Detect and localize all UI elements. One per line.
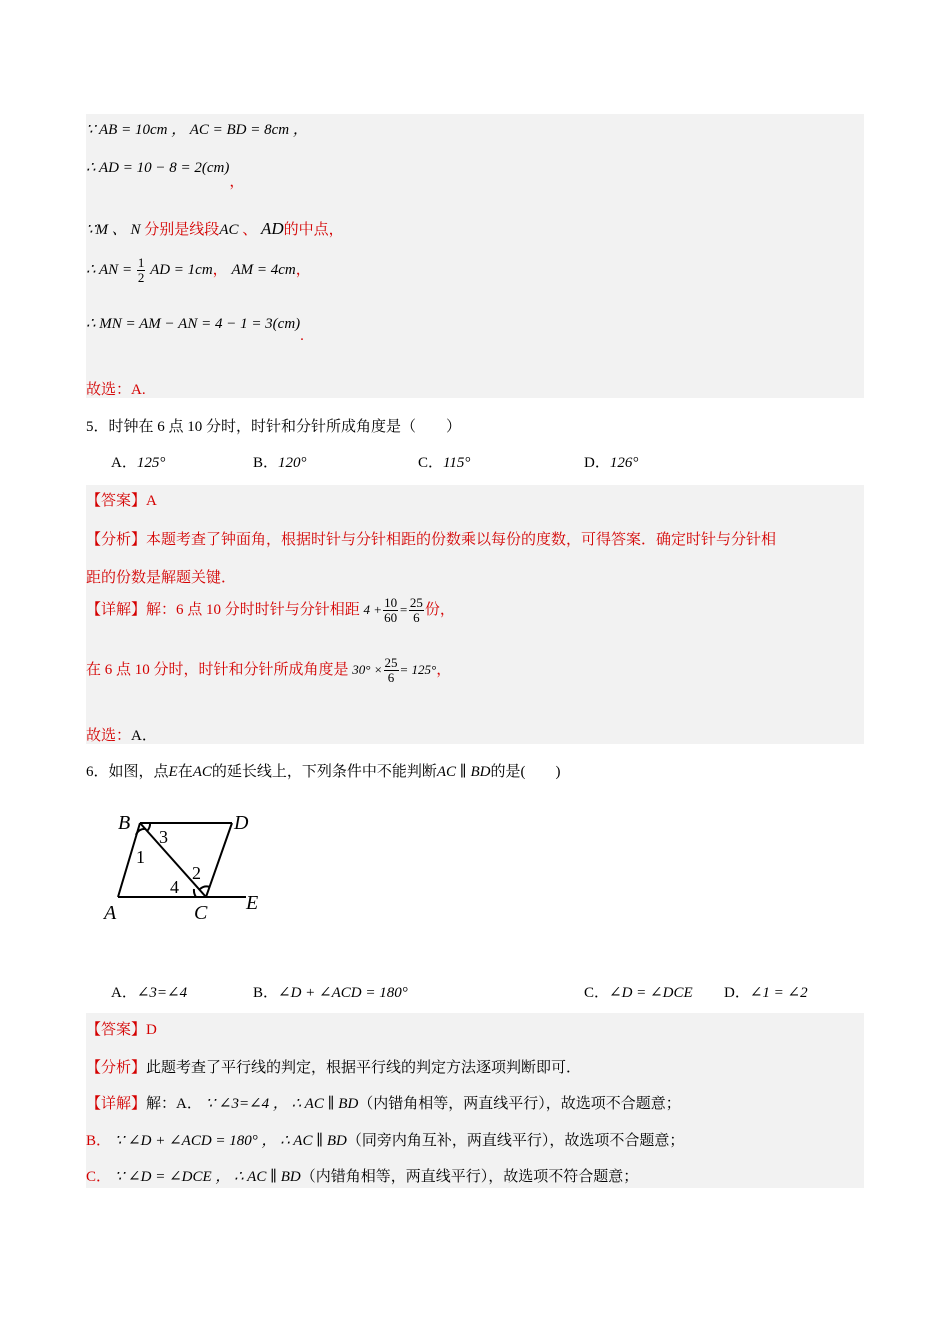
fraction-10-60: $\frac{10}{60}$ <box>384 595 398 625</box>
conclusion-q5: 故选：A． <box>86 728 157 744</box>
angle-3-label: 3 <box>159 827 168 847</box>
angle-4-label: 4 <box>170 877 179 897</box>
q5-choice-a: A．125° <box>111 455 166 471</box>
q5-choice-c: C．115° <box>418 455 471 471</box>
detail-q5-line2: 在 6 点 10 分时，时针和分针所成角度是 30° × $\frac{25}{6}$ = 125°， <box>86 655 452 685</box>
point-c-label: C <box>194 902 208 924</box>
detail-q6-line3: C． ∵ ∠D = ∠DCE ， ∴ AC ∥ BD（内错角相等，两直线平行），故选项不符合题意； <box>86 1169 639 1185</box>
detail-q6-line1: 【详解】解：A． ∵ ∠3=∠4 ， ∴ AC ∥ BD（内错角相等，两直线平行），故选项不合题意； <box>86 1096 681 1112</box>
solution-line-3: ∵M 、 N 分别是线段AC 、 AD的中点， <box>86 219 344 238</box>
angle-2-label: 2 <box>192 863 201 883</box>
q6-choice-a: A．∠3=∠4 <box>111 985 188 1001</box>
solution-conclusion: 故选：A. <box>86 382 146 398</box>
point-e-label: E <box>246 892 259 914</box>
detail-q6-line2: B． ∵ ∠D + ∠ACD = 180° ， ∴ AC ∥ BD（同旁内角互补，两直线平行），故选项不合题意； <box>86 1133 685 1149</box>
fraction-one-half: $\frac{1}{2}$ <box>137 255 145 285</box>
solution-line-4: ∴ AN = $\frac{1}{2}$ AD = 1cm， AM = 4cm， <box>86 255 311 285</box>
q5-choice-d: D．126° <box>584 455 639 471</box>
analysis-q6: 【分析】此题考查了平行线的判定，根据平行线的判定方法逐项判断即可． <box>86 1060 582 1076</box>
solution-line-2: ∴ AD = 10 − 8 = 2(cm)， <box>86 160 245 190</box>
q6-choice-b: B．∠D + ∠ACD = 180° <box>253 985 408 1001</box>
point-b-label: B <box>118 812 131 834</box>
fraction-25-6: $\frac{25}{6}$ <box>409 595 423 625</box>
answer-q6: 【答案】D <box>86 1022 157 1038</box>
angle-3-arc <box>147 823 150 831</box>
q6-choice-c: C．∠D = ∠DCE <box>584 985 693 1001</box>
segment-dc <box>206 823 232 897</box>
point-a-label: A <box>104 902 117 924</box>
question-5-stem: 5．时钟在 6 点 10 分时，时针和分针所成角度是（ ） <box>86 419 462 435</box>
point-d-label: D <box>234 812 249 834</box>
solution-line-1: ∵ AB = 10cm ， AC = BD = 8cm ， <box>86 122 308 138</box>
q5-choice-b: B．120° <box>253 455 307 471</box>
parallelogram-figure <box>96 805 276 930</box>
analysis-q5-line2: 距的份数是解题关键． <box>86 570 237 586</box>
angle-4-arc <box>194 889 196 897</box>
solution-line-5: ∴ MN = AM − AN = 4 − 1 = 3(cm). <box>86 316 304 344</box>
angle-1-label: 1 <box>136 847 145 867</box>
detail-q5-line1: 【详解】解：6 点 10 分时时针与分针相距 4 + $\frac{10}{60}$ = $\frac{25}{6}$ 份， <box>86 595 455 625</box>
answer-q5: 【答案】A <box>86 493 157 509</box>
q6-choice-d: D．∠1 = ∠2 <box>724 985 808 1001</box>
fraction-25-6-b: $\frac{25}{6}$ <box>384 655 398 685</box>
analysis-q5-line1: 【分析】本题考查了钟面角，根据时针与分针相距的份数乘以每份的度数，可得答案．确定时针与分针相 <box>86 532 777 548</box>
question-6-stem: 6．如图，点E在AC的延长线上，下列条件中不能判断AC ∥ BD的是( ) <box>86 764 561 780</box>
